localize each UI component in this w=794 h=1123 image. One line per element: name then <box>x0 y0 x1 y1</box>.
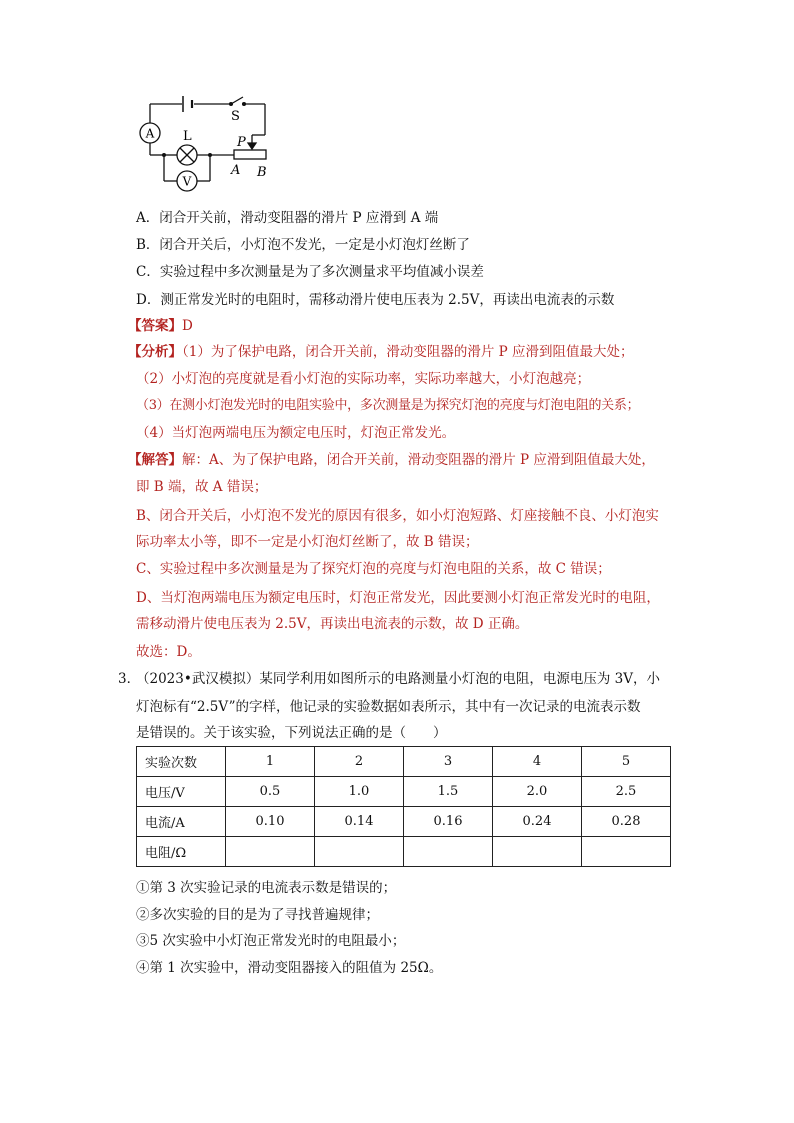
end-a-label: A <box>231 163 241 178</box>
question3-stem-2: 灯泡标有“2.5V”的字样，他记录的实验数据如表所示，其中有一次记录的电流表示数 <box>136 699 641 715</box>
table-header-cell: 1 <box>226 747 315 777</box>
table-cell: 0.28 <box>582 807 671 837</box>
analysis-line-2: （2）小灯泡的亮度就是看小灯泡的实际功率，实际功率越大，小灯泡越亮； <box>136 371 591 387</box>
table-cell <box>315 837 404 867</box>
solution-line-5: C、实验过程中多次测量是为了探究灯泡的亮度与灯泡电阻的关系，故 C 错误； <box>136 561 611 577</box>
table-cell <box>493 837 582 867</box>
table-header-row <box>137 747 671 777</box>
solution-tag: 【解答】 <box>128 452 182 468</box>
table-cell <box>404 837 493 867</box>
analysis-text-1: （1）为了保护电路，闭合开关前，滑动变阻器的滑片 P 应滑到阻值最大处； <box>182 344 634 360</box>
ammeter-label: A <box>145 126 155 141</box>
table-cell: 电阻/Ω <box>137 837 226 867</box>
statement-1: ①第 3 次实验记录的电流表示数是错误的； <box>136 880 397 896</box>
solution-line-4: 际功率太小等，即不一定是小灯泡灯丝断了，故 B 错误； <box>136 534 479 550</box>
table-header-cell: 3 <box>404 747 493 777</box>
solution-line-1 <box>128 448 655 468</box>
answer-line <box>128 314 193 334</box>
table-cell: 2.5 <box>582 777 671 807</box>
solution-line-3: B、闭合开关后，小灯泡不发光的原因有很多，如小灯泡短路、灯座接触不良、小灯泡实 <box>136 508 659 524</box>
solution-line-2: 即 B 端，故 A 错误； <box>136 479 268 495</box>
table-cell: 1.0 <box>315 777 404 807</box>
option-d: D．测正常发光时的电阻时，需移动滑片使电压表为 2.5V，再读出电流表的示数 <box>136 292 615 308</box>
solution-line-8: 故选：D。 <box>136 644 201 660</box>
table-cell: 0.16 <box>404 807 493 837</box>
table-row <box>137 837 671 867</box>
solution-line-7: 需移动滑片使电压表为 2.5V，再读出电流表的示数，故 D 正确。 <box>136 616 529 632</box>
table-cell <box>226 837 315 867</box>
table-cell: 0.24 <box>493 807 582 837</box>
switch-label: S <box>231 109 240 124</box>
solution-line-6: D、当灯泡两端电压为额定电压时，灯泡正常发光，因此要测小灯泡正常发光时的电阻， <box>136 590 660 606</box>
table-cell: 电压/V <box>137 777 226 807</box>
table-cell: 0.10 <box>226 807 315 837</box>
table-header-cell: 2 <box>315 747 404 777</box>
statement-2: ②多次实验的目的是为了寻找普遍规律； <box>136 907 379 923</box>
table-cell: 2.0 <box>493 777 582 807</box>
table-cell: 0.14 <box>315 807 404 837</box>
analysis-line-1 <box>128 340 634 360</box>
table-header-cell: 实验次数 <box>137 747 226 777</box>
table-cell: 1.5 <box>404 777 493 807</box>
table-cell: 电流/A <box>137 807 226 837</box>
question3-stem-1: （2023•武汉模拟）某同学利用如图所示的电路测量小灯泡的电阻，电源电压为 3V，小 <box>136 671 660 687</box>
table-header-cell: 4 <box>493 747 582 777</box>
statement-4: ④第 1 次实验中，滑动变阻器接入的阻值为 25Ω。 <box>136 960 443 976</box>
lamp-label: L <box>183 129 192 144</box>
end-b-label: B <box>257 165 267 180</box>
answer-value: D <box>182 318 193 334</box>
solution-text-1: 解：A、为了保护电路，闭合开关前，滑动变阻器的滑片 P 应滑到阻值最大处， <box>182 452 655 468</box>
table-cell: 0.5 <box>226 777 315 807</box>
statement-3: ③5 次实验中小灯泡正常发光时的电阻最小； <box>136 933 406 949</box>
analysis-tag: 【分析】 <box>128 344 182 360</box>
analysis-line-4: （4）当灯泡两端电压为额定电压时，灯泡正常发光。 <box>136 425 456 441</box>
option-a: A．闭合开关前，滑动变阻器的滑片 P 应滑到 A 端 <box>136 210 439 226</box>
table-row <box>137 807 671 837</box>
data-table <box>136 746 671 867</box>
table-row <box>137 777 671 807</box>
table-cell <box>582 837 671 867</box>
voltmeter-label: V <box>182 174 192 189</box>
option-b: B．闭合开关后，小灯泡不发光，一定是小灯泡灯丝断了 <box>136 237 470 253</box>
analysis-line-3: （3）在测小灯泡发光时的电阻实验中，多次测量是为探究灯泡的亮度与灯泡电阻的关系； <box>136 398 640 413</box>
answer-tag: 【答案】 <box>128 318 182 334</box>
option-c: C．实验过程中多次测量是为了多次测量求平均值减小误差 <box>136 264 484 280</box>
circuit-diagram <box>134 92 284 202</box>
table-header-cell: 5 <box>582 747 671 777</box>
question3-number: 3． <box>118 671 141 687</box>
question3-stem-3: 是错误的。关于该实验，下列说法正确的是（ ） <box>136 725 447 741</box>
slider-label: P <box>237 135 246 150</box>
